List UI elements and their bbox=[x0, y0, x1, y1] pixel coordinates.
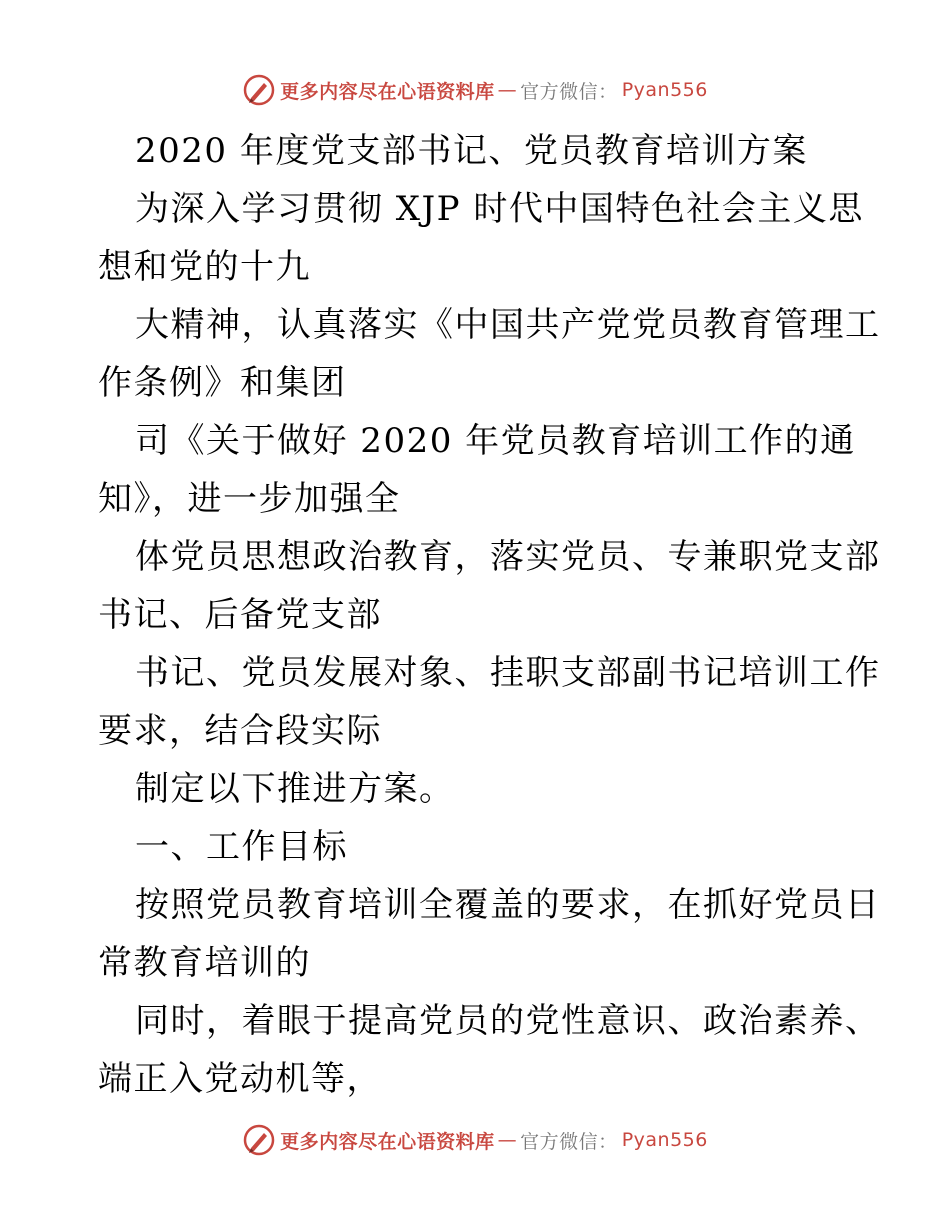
paragraph-line: 书记、党员发展对象、挂职支部副书记培训工作 bbox=[135, 653, 881, 693]
watermark-label: 官方微信： bbox=[520, 1130, 618, 1153]
watermark-text-group bbox=[280, 77, 708, 104]
section-heading: 一、工作目标 bbox=[135, 827, 348, 867]
document-title: 2020 年度党支部书记、党员教育培训方案 bbox=[135, 131, 808, 171]
footer-watermark bbox=[0, 1120, 950, 1160]
paragraph-line: 为深入学习贯彻 XJP 时代中国特色社会主义思 bbox=[135, 189, 864, 229]
paragraph-line: 制定以下推进方案。 bbox=[135, 769, 455, 809]
paragraph-line: 作条例》和集团 bbox=[98, 363, 347, 403]
pen-logo-icon bbox=[242, 73, 276, 107]
pen-logo-icon bbox=[242, 1123, 276, 1157]
paragraph-line: 常教育培训的 bbox=[98, 943, 311, 983]
header-watermark bbox=[0, 70, 950, 110]
paragraph-line: 知》，进一步加强全 bbox=[98, 479, 401, 519]
paragraph-line: 书记、后备党支部 bbox=[98, 595, 382, 635]
paragraph-line: 司《关于做好 2020 年党员教育培训工作的通 bbox=[135, 421, 856, 461]
watermark-separator: — bbox=[497, 1129, 518, 1151]
watermark-label: 官方微信： bbox=[520, 80, 618, 103]
watermark-wechat-id: Pyan556 bbox=[621, 79, 708, 101]
paragraph-line: 端正入党动机等， bbox=[98, 1059, 382, 1099]
paragraph-line: 要求，结合段实际 bbox=[98, 711, 382, 751]
watermark-separator: — bbox=[497, 79, 518, 101]
document-body bbox=[98, 122, 881, 1108]
paragraph-line: 同时，着眼于提高党员的党性意识、政治素养、 bbox=[135, 1001, 881, 1041]
paragraph-line: 想和党的十九 bbox=[98, 247, 311, 287]
paragraph-line: 大精神，认真落实《中国共产党党员教育管理工 bbox=[135, 305, 881, 345]
watermark-slogan: 更多内容尽在心语资料库 bbox=[280, 1130, 495, 1153]
watermark-slogan: 更多内容尽在心语资料库 bbox=[280, 80, 495, 103]
paragraph-line: 按照党员教育培训全覆盖的要求，在抓好党员日 bbox=[135, 885, 881, 925]
watermark-wechat-id: Pyan556 bbox=[621, 1129, 708, 1151]
paragraph-line: 体党员思想政治教育，落实党员、专兼职党支部 bbox=[135, 537, 881, 577]
watermark-text-group bbox=[280, 1127, 708, 1154]
